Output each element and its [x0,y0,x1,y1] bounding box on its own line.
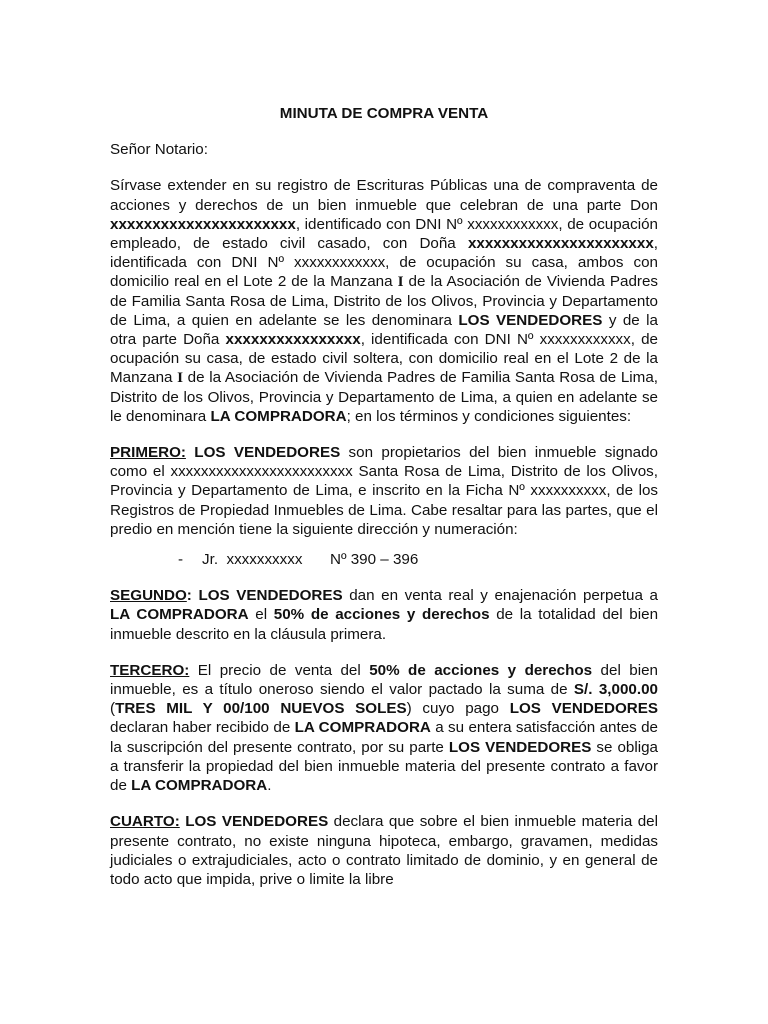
address-street: Jr. xxxxxxxxxx [202,551,303,569]
acciones-term: 50% de acciones y derechos [369,661,593,679]
address-line [178,550,658,569]
clause-text: . [267,777,272,795]
intro-paragraph [110,176,658,426]
vendedores-term: LOS VENDEDORES [509,700,658,718]
manzana-letter: I [177,369,184,387]
clause-text: declaran haber recibido de [110,719,295,737]
intro-text: , identificado con DNI Nº xxxxxxxxxxxx, de ocupación empleado, de estado civil casado, con Doña [110,215,658,253]
seller2-name: xxxxxxxxxxxxxxxxxxxxxx [467,235,654,253]
document-title: MINUTA DE COMPRA VENTA [279,105,489,122]
buyer-name: xxxxxxxxxxxxxxxx [225,331,361,349]
clause-text: ) cuyo pago [406,700,510,718]
clause-tercero [110,661,658,795]
seller1-name: xxxxxxxxxxxxxxxxxxxxxx [110,215,296,233]
intro-text: de la Asociación de Vivienda Padres de Familia Santa Rosa de Lima, Distrito de los Olivos, Provincia y Departamento de Lima, a quien en adelante se les denominara [110,273,659,329]
clause-text: del bien inmueble, es a título oneroso siendo el valor pactado la suma de [110,661,658,699]
heading-colon: : [186,587,192,605]
compradora-term: LA COMPRADORA [131,777,268,795]
intro-text: , identificada con DNI Nº xxxxxxxxxxxx, de ocupación su casa, ambos con domicilio real en el Lote 2 de la Manzana [110,235,658,291]
vendedores-term: LOS VENDEDORES [185,444,341,462]
clause-text: ( [110,700,116,718]
intro-text: Sírvase extender en su registro de Escrituras Públicas una de compraventa de acciones y derechos de un bien inmueble que celebran de una parte Don [110,177,658,214]
clause-cuarto [110,812,658,889]
price-words: TRES MIL Y 00/100 NUEVOS SOLES [115,700,407,718]
intro-text: ; en los términos y condiciones siguientes: [346,407,632,425]
vendedores-term: LOS VENDEDORES [448,738,592,756]
address-number: Nº 390 – 396 [330,551,419,569]
clause-heading: CUARTO: [110,813,180,831]
clause-heading: PRIMERO: [110,444,186,462]
clause-text: el [248,606,274,624]
address-dash: - [178,551,184,569]
price-amount: S/. 3,000.00 [573,681,658,699]
manzana-letter: I [397,273,404,291]
intro-text: de la Asociación de Vivienda Padres de Familia Santa Rosa de Lima, Distrito de los Olivos, Provincia y Departamento de Lima, a quien en adelante se le denominara [110,369,659,425]
compradora-term: LA COMPRADORA [210,407,347,425]
clause-segundo [110,586,658,644]
acciones-term: 50% de acciones y derechos [273,606,490,624]
vendedores-term: LOS VENDEDORES [179,813,329,831]
vendedores-term: LOS VENDEDORES [191,587,343,605]
clause-text: declara que sobre el bien inmueble materia del presente contrato, no existe ninguna hipoteca, embargo, gravamen, medidas judiciales o extrajudiciales, acto o contrato limitado de dominio, y en general de todo acto que impida, prive o limite la libre [110,813,658,888]
intro-text: y de la otra parte Doña [110,311,659,349]
vendedores-term: LOS VENDEDORES [458,311,603,329]
clause-text: dan en venta real y enajenación perpetua a [342,587,658,605]
clause-text: se obliga a transferir la propiedad del bien inmueble materia del presente contrato a favor de [110,738,658,795]
compradora-term: LA COMPRADORA [110,606,249,624]
clause-text: El precio de venta del [189,661,370,679]
clause-text: de la totalidad del bien inmueble descrito en la cláusula primera. [110,606,659,643]
salutation: Señor Notario: [110,141,208,159]
clause-heading: TERCERO: [110,661,190,679]
clause-text: a su entera satisfacción antes de la suscripción del presente contrato, por su parte [110,719,658,756]
intro-text: , identificada con DNI Nº xxxxxxxxxxxx, de ocupación su casa, de estado civil soltera, con domicilio real en el Lote 2 de la Manzana [110,331,658,387]
clause-primero [110,443,658,539]
clause-heading: SEGUNDO [110,587,187,605]
compradora-term: LA COMPRADORA [294,719,431,737]
clause-text: son propietarios del bien inmueble signado como el xxxxxxxxxxxxxxxxxxxxxxxx Santa Rosa de Lima, Distrito de los Olivos, Provincia y Departamento de Lima, e inscrito en la Ficha Nº xxxxxxxxxx, de los Registros de Propiedad Inmuebles de Lima. Cabe resaltar para las partes, que el predio en mención tiene la siguiente dirección y numeración: [110,444,658,538]
